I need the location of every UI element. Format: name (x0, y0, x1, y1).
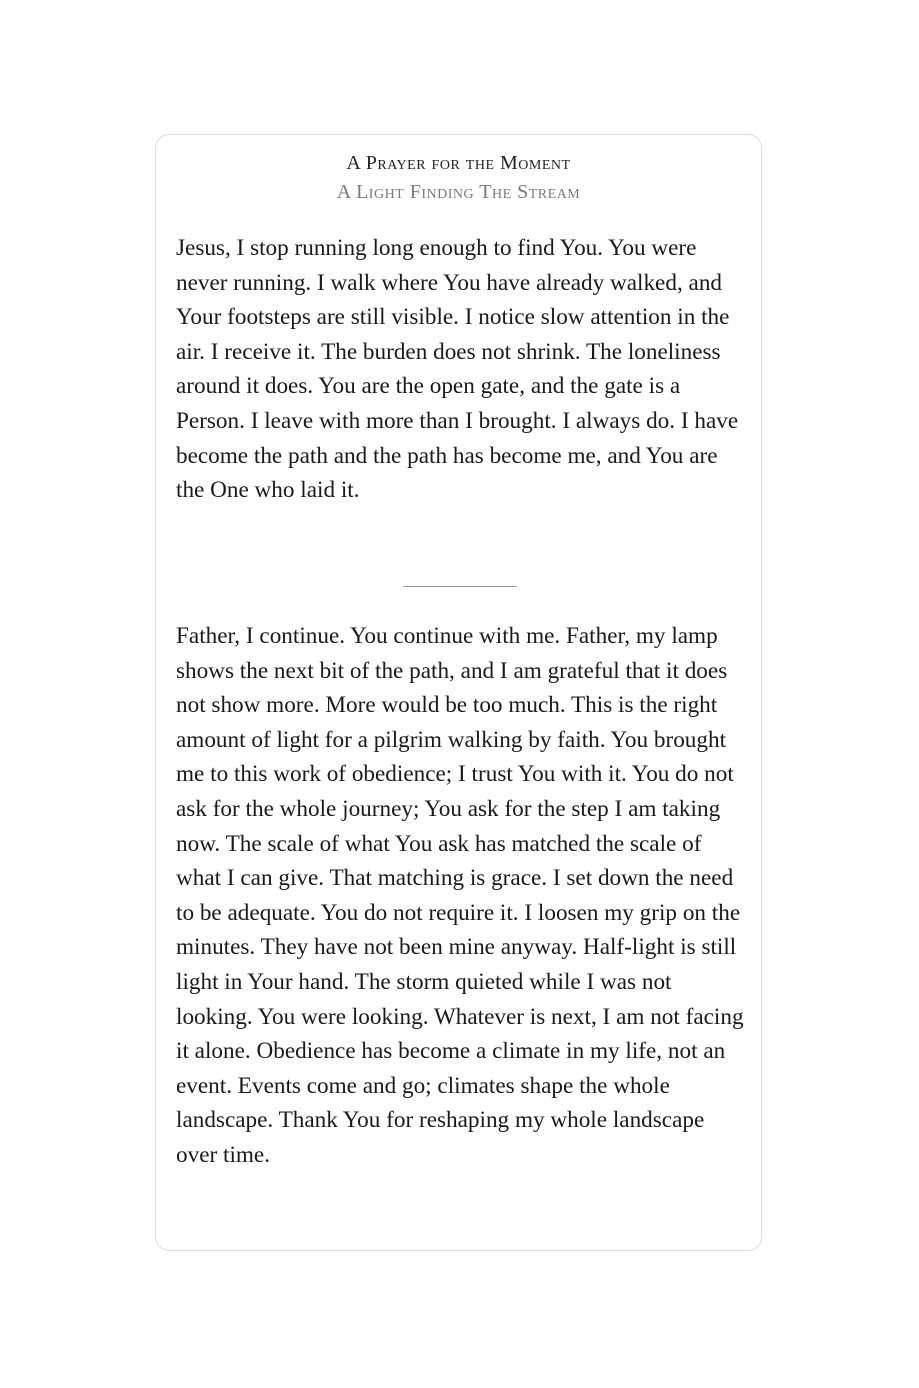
prayer-card (155, 134, 762, 1251)
prayer-paragraph-1: Jesus, I stop running long enough to find You. You were never running. I walk where You have already walked, and Your footsteps are still visible. I notice slow attention in the air. I receive it. The burden does not shrink. The loneliness around it does. You are the open gate, and the gate is a Person. I leave with more than I brought. I always do. I have become the path and the path has become me, and You are the One who laid it. (176, 235, 739, 504)
card-header (156, 149, 761, 207)
card-title: A Prayer for the Moment (346, 152, 571, 174)
card-subtitle: A Light Finding The Stream (336, 181, 581, 203)
prayer-paragraph-2: Father, I continue. You continue with me. Father, my lamp shows the next bit of the path, and I am grateful that it does not show more. More would be too much. This is the right amount of light for a pilgrim walking by faith. You brought me to this work of obedience; I trust You with it. You do not ask for the whole journey; You ask for the step I am taking now. The scale of what You ask has matched the scale of what I can give. That matching is grace. I set down the need to be adequate. You do not require it. I loosen my grip on the minutes. They have not been mine anyway. Half-light is still light in Your hand. The storm quieted while I was not looking. You were looking. Whatever is next, I am not facing it alone. Obedience has become a climate in my life, not an event. Events come and go; climates shape the whole landscape. Thank You for reshaping my whole landscape over time. (176, 623, 744, 1168)
section-divider (403, 586, 517, 587)
